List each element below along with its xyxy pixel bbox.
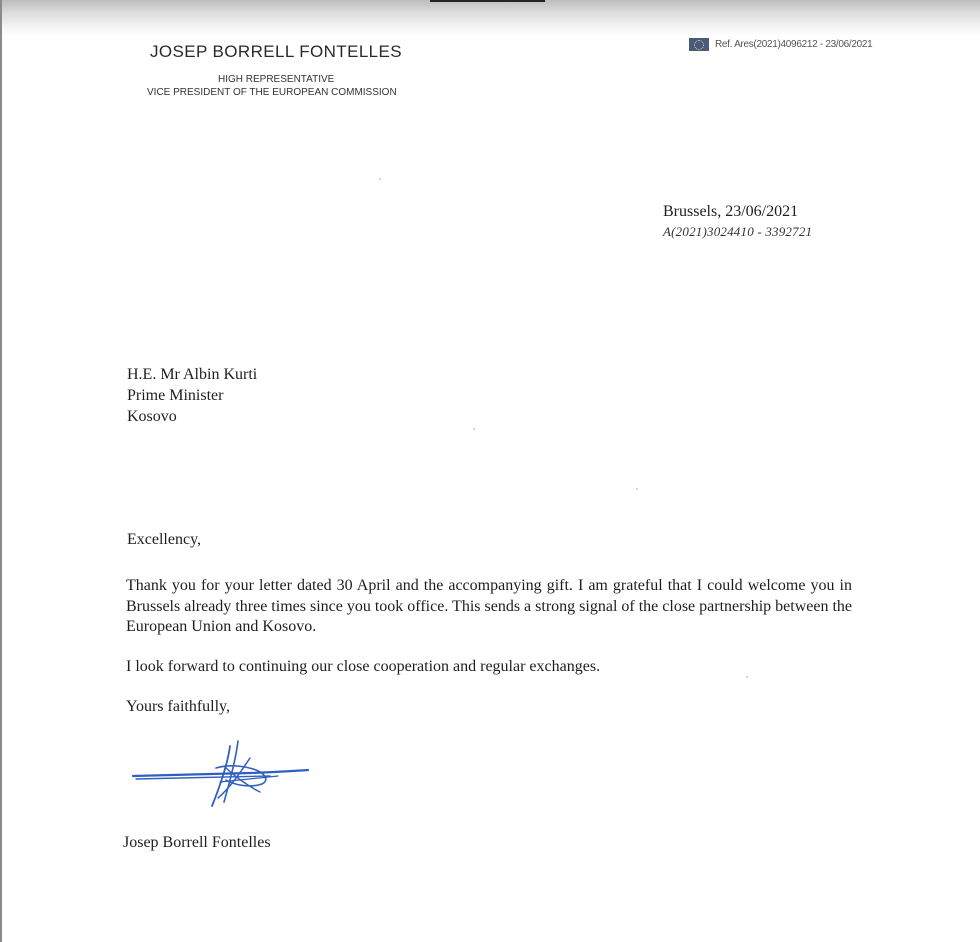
salutation: Excellency,: [127, 531, 202, 548]
recipient-address: [127, 364, 257, 427]
signature-strokes: [133, 741, 308, 806]
reference-stamp: [689, 38, 872, 51]
recipient-country: Kosovo: [127, 408, 177, 425]
scan-speck: [379, 178, 381, 180]
body-paragraph-2: I look forward to continuing our close cooperation and regular exchanges.: [126, 658, 601, 675]
letterhead-title-line-2: VICE PRESIDENT OF THE EUROPEAN COMMISSION: [147, 87, 397, 98]
scan-speck: [636, 488, 638, 490]
viewer-top-shadow: [0, 0, 980, 36]
recipient-name: H.E. Mr Albin Kurti: [127, 366, 258, 383]
recipient-position: Prime Minister: [127, 387, 224, 404]
viewer-top-tab: [430, 0, 545, 2]
handwritten-signature: [130, 736, 315, 816]
closing: Yours faithfully,: [126, 698, 231, 715]
page-left-edge: [0, 0, 2, 942]
scan-speck: [746, 676, 748, 678]
body-paragraph-1: Thank you for your letter dated 30 April and the accompanying gift. I am grateful that I could welcome you in Brussels already three times since you took office. This sends a strong signal of the close partnership between the European Union and Kosovo.: [126, 577, 852, 635]
eu-flag-icon: [689, 38, 709, 51]
place-date: Brussels, 23/06/2021: [663, 203, 799, 220]
letterhead-title-line-1: HIGH REPRESENTATIVE: [218, 74, 335, 85]
signer-name: Josep Borrell Fontelles: [123, 834, 271, 851]
document-reference: A(2021)3024410 - 3392721: [663, 224, 813, 239]
reference-stamp-text: Ref. Ares(2021)4096212 - 23/06/2021: [715, 39, 873, 50]
letterhead-sender-name: JOSEP BORRELL FONTELLES: [150, 42, 403, 61]
scan-speck: [473, 428, 475, 430]
